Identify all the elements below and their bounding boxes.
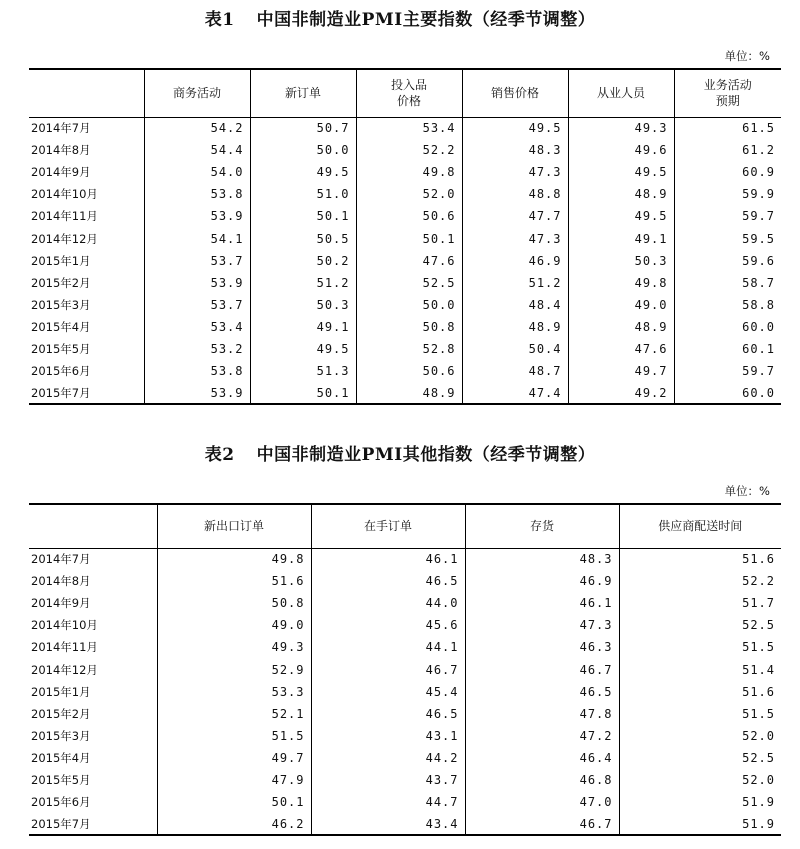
- table-cell: 53.9: [144, 272, 250, 294]
- table-cell: 52.0: [619, 769, 781, 791]
- table2-title: [0, 444, 800, 466]
- table-row: [29, 813, 781, 835]
- row-month: 2014年12月: [31, 662, 98, 677]
- table-cell: 47.6: [356, 250, 462, 272]
- table-row: [29, 316, 781, 338]
- table-cell: 54.2: [144, 117, 250, 139]
- row-month: 2014年12月: [31, 231, 98, 246]
- table-cell: 49.5: [568, 205, 674, 227]
- table-cell: 53.9: [144, 205, 250, 227]
- table-cell: 52.2: [619, 570, 781, 592]
- table-row: [29, 725, 781, 747]
- row-month: 2014年10月: [31, 618, 98, 633]
- row-month: 2015年6月: [31, 364, 91, 379]
- table2-unit: 单位：%: [724, 484, 770, 498]
- table2-column-header: [619, 504, 781, 548]
- table2-column-header: [465, 504, 619, 548]
- table-cell: 47.8: [465, 703, 619, 725]
- table-cell: 52.5: [619, 747, 781, 769]
- row-month: 2015年4月: [31, 750, 91, 765]
- table-cell: 50.1: [356, 227, 462, 249]
- table-cell: 49.5: [462, 117, 568, 139]
- table-cell: 48.3: [462, 139, 568, 161]
- row-month: 2015年7月: [29, 813, 157, 835]
- table-row: [29, 791, 781, 813]
- column-header-text: 商务活动: [172, 86, 221, 101]
- row-month: 2014年8月: [31, 143, 91, 158]
- column-header-text: 在手订单: [363, 519, 412, 534]
- row-month: 2014年11月: [31, 640, 98, 655]
- table-cell: 50.0: [356, 294, 462, 316]
- table-cell: 47.7: [462, 205, 568, 227]
- table-cell: 52.5: [619, 614, 781, 636]
- table-cell: 50.7: [250, 117, 356, 139]
- row-month: 2015年3月: [31, 728, 91, 743]
- table-cell: 49.3: [568, 117, 674, 139]
- table-cell: 50.8: [157, 592, 311, 614]
- table-cell: 52.9: [157, 658, 311, 680]
- table-cell: 47.9: [157, 769, 311, 791]
- table2-title-text: 中国非制造业PMI其他指数（经季节调整）: [256, 445, 596, 465]
- table-cell: 49.5: [568, 161, 674, 183]
- table-cell: 53.7: [144, 250, 250, 272]
- table-cell: 52.8: [356, 338, 462, 360]
- table-cell: 53.2: [144, 338, 250, 360]
- table-cell: 48.8: [462, 183, 568, 205]
- table-cell: 49.0: [157, 614, 311, 636]
- table-cell: 46.8: [465, 769, 619, 791]
- table-cell: 54.1: [144, 227, 250, 249]
- table-row: [29, 294, 781, 316]
- table-cell: 49.8: [356, 161, 462, 183]
- table-cell: 47.6: [568, 338, 674, 360]
- table-row: [29, 227, 781, 249]
- table-cell: 48.3: [465, 548, 619, 570]
- row-month: 2014年11月: [31, 209, 98, 224]
- table1-body: [29, 117, 781, 404]
- table1-header-corner: [29, 69, 144, 117]
- row-month: 2014年9月: [31, 596, 91, 611]
- table-cell: 50.5: [250, 227, 356, 249]
- table-cell: 53.4: [356, 117, 462, 139]
- row-month: 2015年6月: [31, 795, 91, 810]
- table-cell: 52.1: [157, 703, 311, 725]
- table-row: [29, 272, 781, 294]
- table-cell: 46.7: [465, 658, 619, 680]
- table-cell: 49.8: [568, 272, 674, 294]
- table-cell: 49.3: [157, 636, 311, 658]
- table2-header-corner: [29, 504, 157, 548]
- table-cell: 60.1: [674, 338, 781, 360]
- table-cell: 51.6: [619, 681, 781, 703]
- column-header-text: 销售价格: [490, 86, 539, 101]
- table-cell: 51.9: [619, 791, 781, 813]
- table-cell: 50.2: [250, 250, 356, 272]
- table-row: [29, 117, 781, 139]
- table-cell: 54.4: [144, 139, 250, 161]
- table-cell: 52.0: [356, 183, 462, 205]
- table-cell: 50.6: [356, 205, 462, 227]
- table-row: [29, 703, 781, 725]
- table-cell: 48.9: [462, 316, 568, 338]
- table-cell: 61.5: [674, 117, 781, 139]
- table-row: [29, 592, 781, 614]
- row-month: 2015年3月: [31, 297, 91, 312]
- column-header-text: 新订单: [284, 86, 321, 101]
- table-cell: 53.9: [144, 382, 250, 404]
- table-cell: 50.3: [568, 250, 674, 272]
- table-cell: 49.7: [157, 747, 311, 769]
- table-cell: 53.8: [144, 360, 250, 382]
- table2-body: [29, 548, 781, 835]
- table-row: [29, 139, 781, 161]
- table2-column-header: [311, 504, 465, 548]
- table-cell: 51.5: [157, 725, 311, 747]
- column-header-text: 投入品: [390, 78, 427, 93]
- table1-column-header: [356, 69, 462, 117]
- table-cell: 46.5: [311, 703, 465, 725]
- table-row: [29, 681, 781, 703]
- table-cell: 52.0: [619, 725, 781, 747]
- row-month: 2015年7月: [29, 382, 144, 404]
- table-cell: 44.0: [311, 592, 465, 614]
- table2: [29, 503, 781, 836]
- table-cell: 60.0: [674, 316, 781, 338]
- table-cell: 47.0: [465, 791, 619, 813]
- table-cell: 51.5: [619, 703, 781, 725]
- table2-column-header: [157, 504, 311, 548]
- column-header-text: 供应商配送时间: [658, 519, 743, 534]
- table-cell: 46.9: [465, 570, 619, 592]
- row-month: 2015年5月: [31, 772, 91, 787]
- column-header-text: 价格: [396, 94, 421, 109]
- table1: [29, 68, 781, 405]
- table-cell: 50.1: [250, 382, 356, 404]
- table-cell: 51.9: [619, 813, 781, 835]
- table-cell: 48.7: [462, 360, 568, 382]
- table1-column-header: [144, 69, 250, 117]
- row-month: 2015年5月: [31, 341, 91, 356]
- table-cell: 46.2: [157, 813, 311, 835]
- table-cell: 49.1: [568, 227, 674, 249]
- column-header-text: 预期: [715, 94, 740, 109]
- table-row: [29, 769, 781, 791]
- table-row: [29, 183, 781, 205]
- table-row: [29, 161, 781, 183]
- table-cell: 50.4: [462, 338, 568, 360]
- table-cell: 59.5: [674, 227, 781, 249]
- table-row: [29, 205, 781, 227]
- table-cell: 49.1: [250, 316, 356, 338]
- table-cell: 51.7: [619, 592, 781, 614]
- row-month: 2014年7月: [31, 552, 91, 567]
- table-cell: 49.0: [568, 294, 674, 316]
- table-cell: 51.3: [250, 360, 356, 382]
- column-header-text: 从业人员: [596, 86, 645, 101]
- column-header-text: 新出口订单: [203, 519, 264, 534]
- table-cell: 52.5: [356, 272, 462, 294]
- row-month: 2015年2月: [31, 275, 91, 290]
- table1-column-header: [568, 69, 674, 117]
- table-cell: 47.3: [462, 227, 568, 249]
- table1-header-row: [29, 69, 781, 117]
- table-cell: 45.4: [311, 681, 465, 703]
- table-cell: 59.7: [674, 205, 781, 227]
- table-cell: 59.9: [674, 183, 781, 205]
- table-cell: 60.0: [674, 382, 781, 404]
- table-cell: 49.2: [568, 382, 674, 404]
- table-cell: 43.7: [311, 769, 465, 791]
- table-row: [29, 548, 781, 570]
- table-cell: 54.0: [144, 161, 250, 183]
- table-cell: 49.8: [157, 548, 311, 570]
- table-cell: 44.7: [311, 791, 465, 813]
- table-cell: 51.6: [619, 548, 781, 570]
- table2-number: 表2: [204, 445, 235, 465]
- table1-column-header: [674, 69, 781, 117]
- table-cell: 50.8: [356, 316, 462, 338]
- table-cell: 46.1: [311, 548, 465, 570]
- table-cell: 51.2: [462, 272, 568, 294]
- table-cell: 49.5: [250, 338, 356, 360]
- table-cell: 53.7: [144, 294, 250, 316]
- table-cell: 61.2: [674, 139, 781, 161]
- table-cell: 49.7: [568, 360, 674, 382]
- table-cell: 59.6: [674, 250, 781, 272]
- table-cell: 47.3: [462, 161, 568, 183]
- row-month: 2014年10月: [31, 187, 98, 202]
- table-cell: 46.5: [311, 570, 465, 592]
- table-cell: 46.5: [465, 681, 619, 703]
- table-cell: 51.6: [157, 570, 311, 592]
- row-month: 2015年1月: [31, 253, 91, 268]
- table-cell: 45.6: [311, 614, 465, 636]
- table-cell: 50.0: [250, 139, 356, 161]
- table-cell: 58.8: [674, 294, 781, 316]
- table-cell: 50.3: [250, 294, 356, 316]
- table-cell: 53.4: [144, 316, 250, 338]
- column-header-text: 存货: [529, 519, 554, 534]
- table-cell: 51.5: [619, 636, 781, 658]
- table1-unit: 单位：%: [724, 49, 770, 63]
- table-cell: 48.9: [356, 382, 462, 404]
- table-row: [29, 747, 781, 769]
- row-month: 2015年2月: [31, 706, 91, 721]
- table-cell: 46.4: [465, 747, 619, 769]
- table-row: [29, 360, 781, 382]
- table-cell: 48.4: [462, 294, 568, 316]
- table-cell: 46.3: [465, 636, 619, 658]
- table-cell: 60.9: [674, 161, 781, 183]
- row-month: 2015年1月: [31, 684, 91, 699]
- table-cell: 53.8: [144, 183, 250, 205]
- table-row: [29, 382, 781, 404]
- table-row: [29, 570, 781, 592]
- table-cell: 52.2: [356, 139, 462, 161]
- table1-title-text: 中国非制造业PMI主要指数（经季节调整）: [256, 10, 596, 30]
- table-cell: 43.1: [311, 725, 465, 747]
- table-cell: 59.7: [674, 360, 781, 382]
- table-cell: 47.3: [465, 614, 619, 636]
- table-cell: 51.0: [250, 183, 356, 205]
- table-row: [29, 658, 781, 680]
- table-cell: 50.1: [250, 205, 356, 227]
- table-row: [29, 338, 781, 360]
- column-header-text: 业务活动: [703, 78, 752, 93]
- table1-column-header: [462, 69, 568, 117]
- table2-header-row: [29, 504, 781, 548]
- table1-column-header: [250, 69, 356, 117]
- table-cell: 46.1: [465, 592, 619, 614]
- table-cell: 47.4: [462, 382, 568, 404]
- table-cell: 49.5: [250, 161, 356, 183]
- row-month: 2015年4月: [31, 319, 91, 334]
- row-month: 2014年8月: [31, 574, 91, 589]
- table-cell: 46.7: [465, 813, 619, 835]
- table-cell: 46.7: [311, 658, 465, 680]
- table-row: [29, 250, 781, 272]
- table-row: [29, 636, 781, 658]
- table-cell: 44.1: [311, 636, 465, 658]
- table-cell: 51.4: [619, 658, 781, 680]
- table-cell: 53.3: [157, 681, 311, 703]
- table1-title: [0, 9, 800, 31]
- table-cell: 51.2: [250, 272, 356, 294]
- table-cell: 48.9: [568, 183, 674, 205]
- table-cell: 46.9: [462, 250, 568, 272]
- table-cell: 50.6: [356, 360, 462, 382]
- table-cell: 50.1: [157, 791, 311, 813]
- table-cell: 49.6: [568, 139, 674, 161]
- table-row: [29, 614, 781, 636]
- table1-number: 表1: [204, 10, 235, 30]
- table-cell: 47.2: [465, 725, 619, 747]
- row-month: 2014年7月: [31, 121, 91, 136]
- table-cell: 58.7: [674, 272, 781, 294]
- table-cell: 43.4: [311, 813, 465, 835]
- table-cell: 44.2: [311, 747, 465, 769]
- table-cell: 48.9: [568, 316, 674, 338]
- row-month: 2014年9月: [31, 165, 91, 180]
